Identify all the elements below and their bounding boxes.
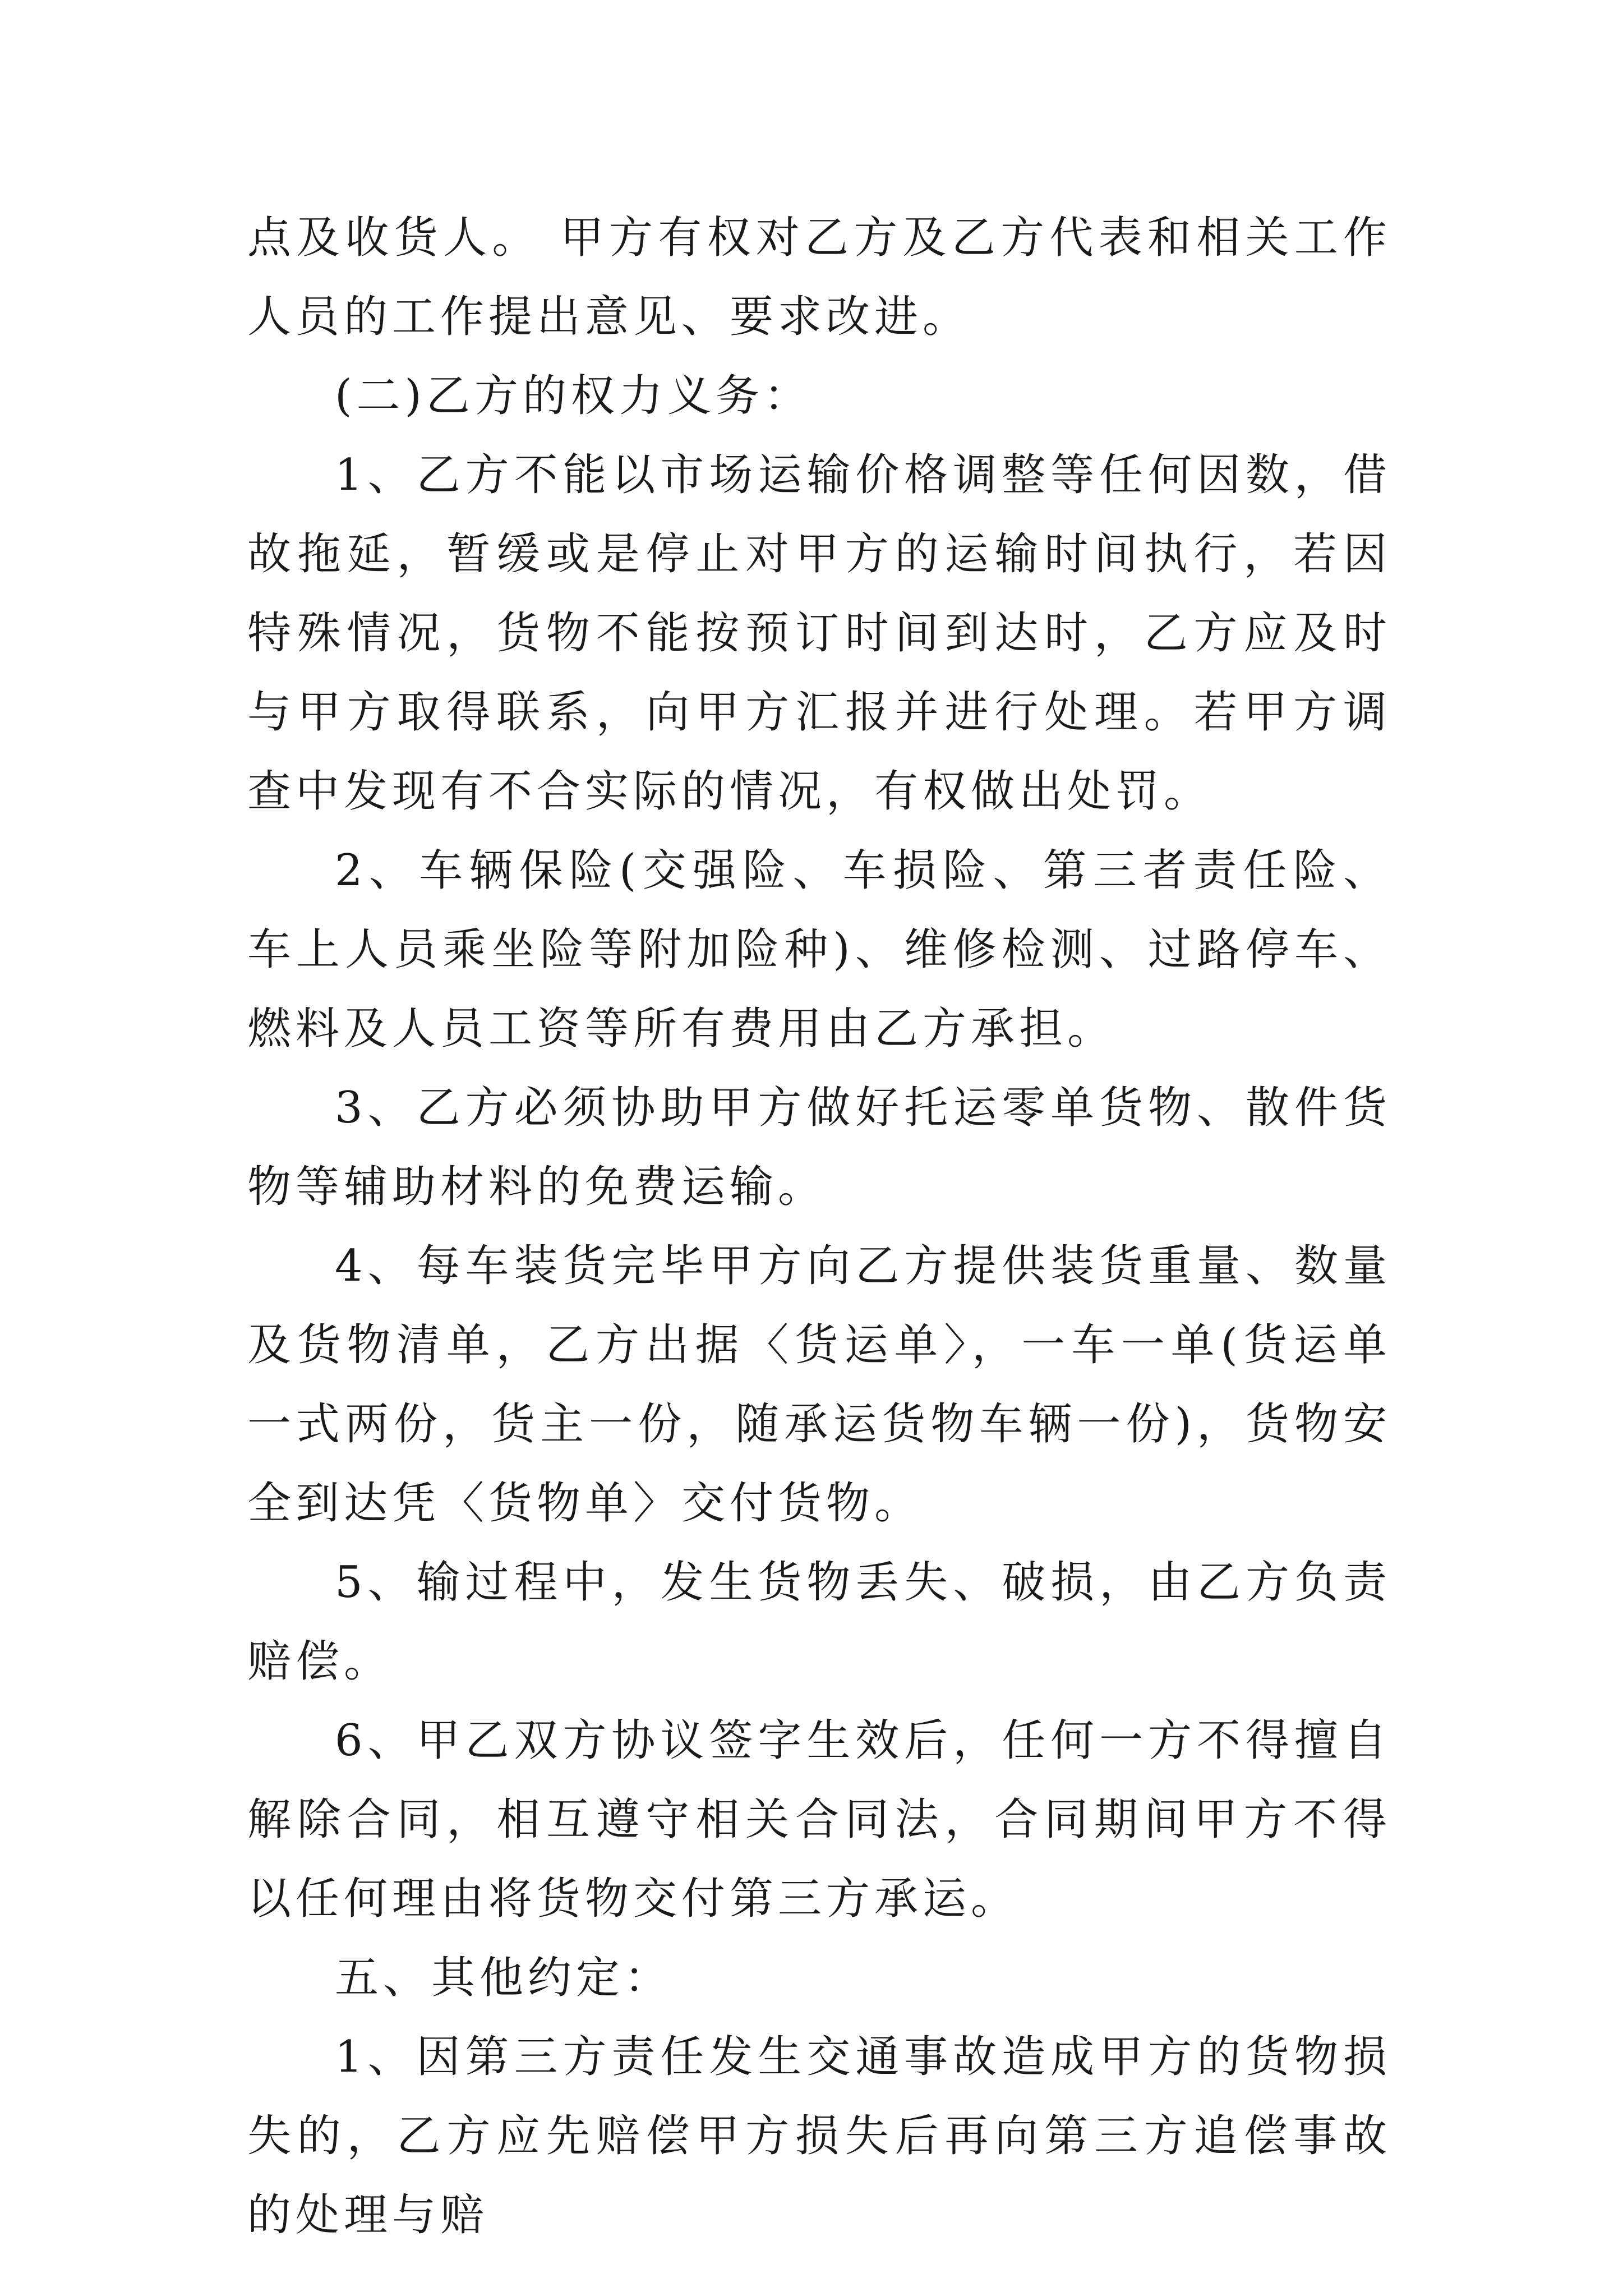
section-heading-party-b-rights: (二)乙方的权力义务： bbox=[335, 371, 812, 421]
section-heading-other-agreements: 五、其他约定： bbox=[335, 1953, 673, 2003]
document-body bbox=[247, 199, 1391, 2255]
clause-1-schedule: 1、乙方不能以市场运输价格调整等任何因数，借故拖延，暂缓或是停止对甲方的运输时间执行，若因特殊情况，货物不能按预订时间到达时，乙方应及时与甲方取得联系，向甲方汇报并进行处理。若甲方调查中发现有不合实际的情况，有权做出处罚。 bbox=[247, 450, 1391, 817]
clause-other-1-third-party: 1、因第三方责任发生交通事故造成甲方的货物损失的，乙方应先赔偿甲方损失后再向第三方追偿事故的处理与赔 bbox=[247, 2032, 1391, 2240]
paragraph-continuation: 点及收货人。 甲方有权对乙方及乙方代表和相关工作人员的工作提出意见、要求改进。 bbox=[247, 213, 1391, 342]
clause-2-insurance-costs: 2、车辆保险(交强险、车损险、第三者责任险、车上人员乘坐险等附加险种)、维修检测、过路停车、燃料及人员工资等所有费用由乙方承担。 bbox=[247, 845, 1391, 1054]
clause-4-waybill: 4、每车装货完毕甲方向乙方提供装货重量、数量及货物清单，乙方出据〈货运单〉，一车一单(货运单一式两份，货主一份，随承运货物车辆一份)，货物安全到达凭〈货物单〉交付货物。 bbox=[247, 1241, 1391, 1529]
clause-6-contract-validity: 6、甲乙双方协议签字生效后，任何一方不得擅自解除合同，相互遵守相关合同法，合同期间甲方不得以任何理由将货物交付第三方承运。 bbox=[247, 1715, 1391, 1924]
clause-3-auxiliary-transport: 3、乙方必须协助甲方做好托运零单货物、散件货物等辅助材料的免费运输。 bbox=[247, 1083, 1391, 1212]
clause-5-loss-compensation: 5、输过程中，发生货物丢失、破损，由乙方负责赔偿。 bbox=[247, 1557, 1391, 1687]
